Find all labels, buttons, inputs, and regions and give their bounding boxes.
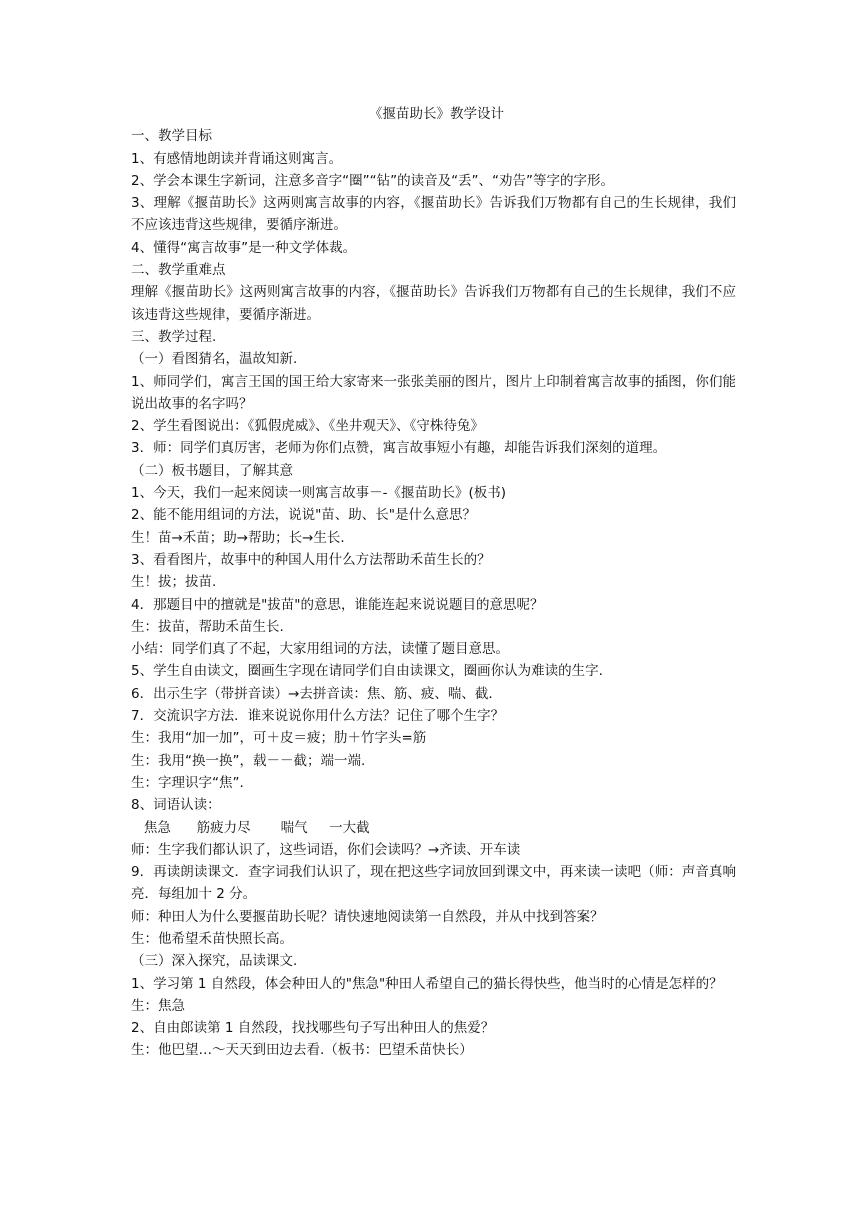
objective-4: 4、懂得“寓言故事”是一种文学体裁。	[131, 239, 357, 256]
process-2-answer-7: 生：他希望禾苗快照长高。	[131, 930, 293, 947]
heading-objectives: 一、教学目标	[131, 128, 212, 145]
heading-key-points: 二、教学重难点	[131, 262, 226, 279]
process-2-8: 8、词语认读：	[131, 797, 221, 814]
process-1-1: 1、师同学们，寓言王国的国王给大家寄来一张张美丽的图片，图片上印制着寓言故事的插图，你们能说出故事的名字吗？	[131, 373, 736, 412]
process-2-5: 5、学生自由读文，圈画生字现在请同学们自由读课文，圈画你认为难读的生字.	[131, 663, 603, 680]
process-2-question: 师：种田人为什么要揠苗助长呢？请快速地阅读第一自然段，并从中找到答案？	[131, 908, 604, 925]
process-2-answer-5: 生：我用“换一换”，载－－截；端一端.	[131, 752, 366, 769]
subheading-1: （一）看图猜名，温故知新.	[131, 351, 298, 368]
heading-process: 三、教学过程.	[131, 328, 217, 345]
objective-2: 2、学会本课生字新词，注意多音字“圈”“钻”的读音及“丢”、“劝告”等字的字形。	[131, 172, 615, 189]
process-2-answer-2: 生！拔；拔苗.	[131, 574, 217, 591]
process-1-3: 3．师：同学们真厉害，老师为你们点赞，寓言故事短小有趣，却能告诉我们深刻的道理。	[131, 440, 667, 457]
process-2-answer-6: 生：字理识字“焦”.	[131, 774, 244, 791]
subheading-3: （三）深入探究，品读课文.	[131, 953, 298, 970]
document-body	[131, 103, 736, 1062]
vocabulary-words: 焦急 筋疲力尽 喘气 一大截	[131, 819, 370, 836]
key-points-text: 理解《揠苗助长》这两则寓言故事的内容，《揠苗助长》告诉我们万物都有自己的生长规律，我们不应该违背这些规律，要循序渐进。	[131, 284, 736, 323]
process-2-9: 9．再读朗读课文．查字词我们认识了，现在把这些字词放回到课文中，再来读一读吧（师：声音真响亮．每组加十 2 分。	[131, 864, 736, 903]
process-2-4: 4．那题目中的擅就是"拔苗"的意思，谁能连起来说说题目的意思呢？	[131, 596, 544, 613]
process-3-answer-1: 生：焦急	[131, 997, 185, 1014]
process-2-answer-1: 生！苗→禾苗；助→帮助；长→生长.	[131, 529, 345, 546]
process-2-answer-3: 生：拔苗，帮助禾苗生长.	[131, 618, 284, 635]
process-2-summary: 小结：同学们真了不起，大家用组词的方法，读懂了题目意思。	[131, 641, 509, 658]
process-1-2: 2、学生看图说出：《狐假虎威》、《坐井观天》、《守株待兔》	[131, 418, 484, 435]
process-2-2: 2、能不能用组词的方法，说说"苗、助、长"是什么意思？	[131, 507, 477, 524]
objective-1: 1、有感情地朗读并背诵这则寓言。	[131, 150, 343, 167]
process-3-answer-2: 生：他巴望…～天天到田边去看.（板书：巴望禾苗快长）	[131, 1042, 473, 1059]
document-title: 《揠苗助长》教学设计	[369, 106, 504, 122]
process-2-3: 3、看看图片，故事中的种国人用什么方法帮助禾苗生长的？	[131, 551, 491, 568]
objective-3: 3、理解《揠苗助长》这两则寓言故事的内容，《揠苗助长》告诉我们万物都有自己的生长规律，我们不应该违背这些规律，要循序渐进。	[131, 195, 736, 234]
process-3-1: 1、学习第 1 自然段，体会种田人的"焦急"种田人希望自己的猫长得快些，他当时的心情是怎样的？	[131, 975, 723, 992]
process-2-1: 1、今天，我们一起来阅读一则寓言故事－-《揠苗助长》(板书)	[131, 485, 506, 502]
subheading-2: （二）板书题目，了解其意	[131, 462, 293, 479]
process-2-answer-4: 生：我用“加一加”，可＋皮＝疲；肋＋竹字头=筋	[131, 730, 427, 747]
process-2-7: 7．交流识字方法．谁来说说你用什么方法？记住了哪个生字？	[131, 708, 505, 725]
process-2-teacher: 师：生字我们都认识了，这些词语，你们会读吗？→齐读、开车读	[131, 841, 521, 858]
process-3-2: 2、自由郎读第 1 自然段，找找哪些句子写出种田人的焦爱？	[131, 1020, 495, 1037]
process-2-6: 6．出示生字（带拼音读）→去拼音读：焦、筋、疲、喘、截.	[131, 685, 493, 702]
